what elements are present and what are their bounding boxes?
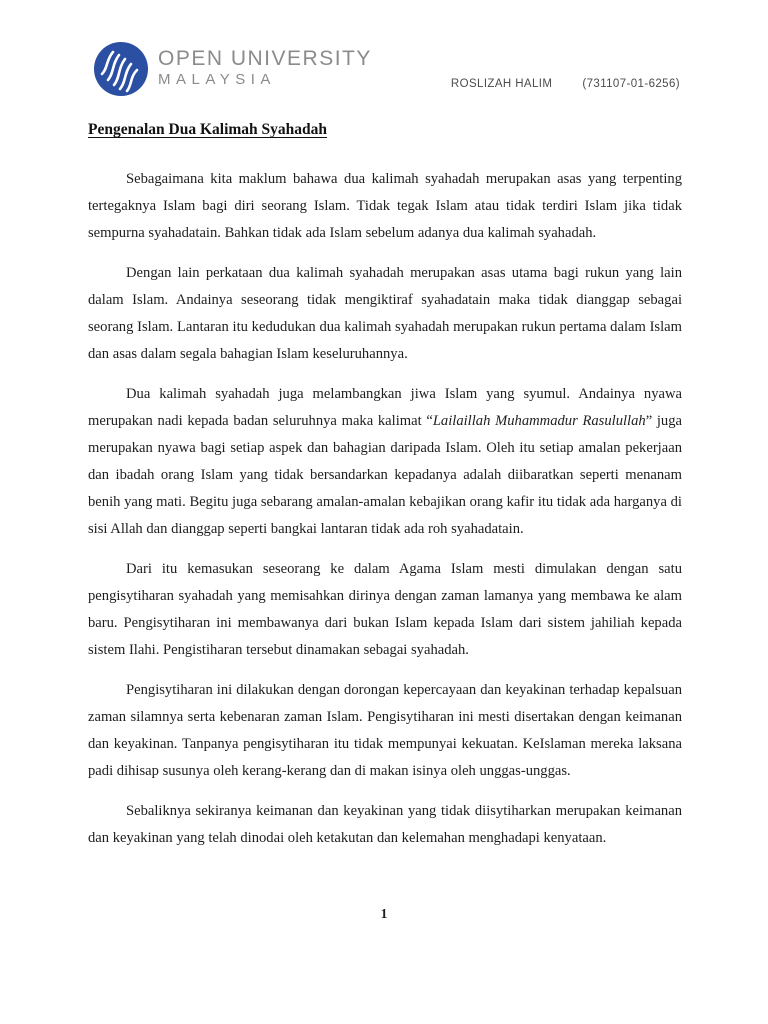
globe-icon [92, 40, 150, 98]
student-id: (731107-01-6256) [582, 78, 680, 90]
header-student-info [451, 78, 680, 90]
paragraph-5: Pengisytiharan ini dilakukan dengan dorongan kepercayaan dan keyakinan terhadap kepalsuan zaman silamnya serta kebenaran zaman Islam. Pengisytiharan ini mesti disertakan dengan keimanan dan keyakinan. Tanpanya pengisytiharan itu tidak mempunyai kekuatan. KeIslaman mereka laksana padi dihisap susunya oleh kerang-kerang dan di makan isinya oleh unggas-unggas. [88, 682, 682, 779]
paragraph-3-italic-phrase: Lailaillah Muhammadur Rasulullah [432, 413, 646, 429]
logo-wordmark [158, 48, 372, 87]
paragraph-4: Dari itu kemasukan seseorang ke dalam Agama Islam mesti dimulakan dengan satu pengisytiharan syahadah yang memisahkan dirinya dengan zaman lamanya yang membawa ke alam baru. Pengisytiharan ini membawanya dari bukan Islam kepada Islam dari sistem jahiliah kepada sistem Ilahi. Pengistiharan tersebut dinamakan sebagai syahadah. [88, 561, 682, 658]
document-content [88, 121, 682, 865]
paragraph-3 [88, 381, 682, 543]
paragraph-2: Dengan lain perkataan dua kalimah syahadah merupakan asas utama bagi rukun yang lain dalam Islam. Andainya seseorang tidak mengiktiraf syahadatain maka tidak dianggap sebagai seorang Islam. Lantaran itu kedudukan dua kalimah syahadah merupakan rukun pertama dalam Islam dan asas dalam segala bahagian Islam keseluruhannya. [88, 265, 682, 362]
logo-line1: OPEN UNIVERSITY [158, 47, 372, 70]
logo-line2: MALAYSIA [158, 71, 276, 88]
paragraph-1: Sebagaimana kita maklum bahawa dua kalimah syahadah merupakan asas yang terpenting tertegaknya Islam bagi diri seorang Islam. Tidak tegak Islam atau tidak terdiri Islam jika tidak sempurna syahadatain. Bahkan tidak ada Islam sebelum adanya dua kalimah syahadah. [88, 171, 682, 241]
paragraph-3-pre: Dua kalimah syahadah juga melambangkan jiwa Islam yang syumul. Andainya nyawa merupakan nadi kepada badan seluruhnya maka kalimat “ [88, 386, 682, 429]
student-name: ROSLIZAH HALIM [450, 78, 553, 90]
page-number: 1 [380, 906, 388, 921]
document-title: Pengenalan Dua Kalimah Syahadah [88, 121, 328, 138]
paragraph-3-post: ” juga merupakan nyawa bagi setiap aspek dan bahagian daripada Islam. Oleh itu setiap amalan pekerjaan dan ibadah orang Islam yang tidak bersandarkan kepadanya adalah diibaratkan seperti menanam benih yang mati. Begitu juga sebarang amalan-amalan kebajikan orang kafir itu tidak ada harganya di sisi Allah dan dianggap seperti bangkai lantaran tidak ada roh syahadatain. [88, 413, 682, 537]
oum-logo [92, 40, 372, 98]
paragraph-6: Sebaliknya sekiranya keimanan dan keyakinan yang tidak diisytiharkan merupakan keimanan dan keyakinan yang telah dinodai oleh ketakutan dan kelemahan menghadapi kenyataan. [88, 803, 682, 846]
